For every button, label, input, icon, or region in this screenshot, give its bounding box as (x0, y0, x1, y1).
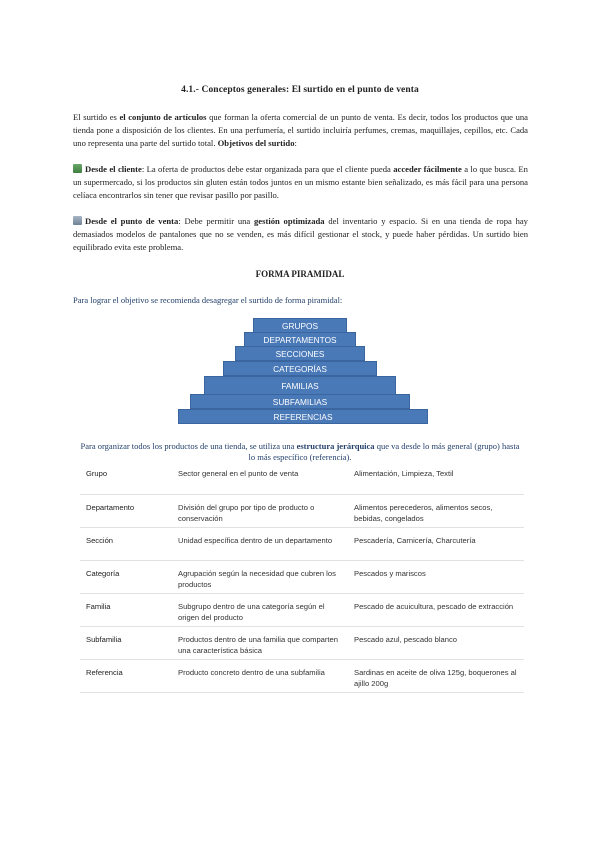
level-cell: Departamento (80, 494, 172, 527)
description-cell: División del grupo por tipo de producto o conservación (172, 494, 348, 527)
example-cell: Sardinas en aceite de oliva 125g, boquerones al ajillo 200g (348, 659, 524, 692)
level-cell: Sección (80, 527, 172, 560)
text-run: El surtido es (73, 112, 120, 122)
objective-store-paragraph (73, 215, 528, 254)
table-row (80, 560, 524, 593)
table-row (80, 593, 524, 626)
boxes-icon (73, 216, 82, 225)
text-run: del inventario y espacio. Si en una tienda de ropa hay demasiados modelos de pantalones que no se venden, es más difícil gestionar el stock, y puede haber pérdidas. Un surtido bien equilibrado evita este problema. (73, 216, 528, 252)
description-cell: Productos dentro de una familia que comparten una característica básica (172, 626, 348, 659)
intro-paragraph (73, 111, 528, 150)
bold-run: Objetivos del surtido (217, 138, 295, 148)
description-cell: Agrupación según la necesidad que cubren los productos (172, 560, 348, 593)
bold-run: acceder fácilmente (393, 164, 462, 174)
text-run: : La oferta de productos debe estar organizada para que el cliente pueda (141, 164, 394, 174)
level-cell: Categoría (80, 560, 172, 593)
bold-run: el conjunto de artículos (119, 112, 207, 122)
table-row (80, 659, 524, 692)
pyramid-level-categorias: CATEGORÍAS (223, 361, 377, 376)
text-run: que forman la oferta comercial de un punto de venta. Es decir, todos los productos que una tienda pone a disposición de los clientes. En una perfumería, el surtido incluiría perfumes, cremas, maquillajes, cepillos, etc. Cada uno representa una parte del surtido total. (73, 112, 528, 148)
example-cell: Pescadería, Carnicería, Charcutería (348, 527, 524, 560)
pyramid-level-grupos: GRUPOS (253, 318, 347, 333)
text-run: Para organizar todos los productos de una tienda, se utiliza una (80, 441, 297, 451)
bold-run: Desde el punto de venta (85, 216, 179, 226)
shopping-bag-icon (73, 164, 82, 173)
pyramid-level-familias: FAMILIAS (204, 376, 396, 395)
section-heading: FORMA PIRAMIDAL (255, 269, 345, 279)
table-row (80, 527, 524, 560)
level-cell: Subfamilia (80, 626, 172, 659)
example-cell: Pescado azul, pescado blanco (348, 626, 524, 659)
description-cell: Unidad específica dentro de un departamento (172, 527, 348, 560)
objective-client-paragraph (73, 163, 528, 202)
pyramid-level-subfamilias: SUBFAMILIAS (190, 394, 410, 409)
text-run: a lo que busca. En un supermercado, si los productos sin gluten están todos juntos en un mismo estante bien señalizado, es más fácil para una persona celíaca encontrarlos sin tener que revisar pasillo por pasillo. (73, 164, 528, 200)
pyramid-level-departamentos: DEPARTAMENTOS (244, 332, 356, 347)
table-row (80, 626, 524, 659)
pyramid-intro: Para lograr el objetivo se recomienda desagregar el surtido de forma piramidal: (73, 295, 343, 305)
table-row (80, 494, 524, 527)
level-cell: Familia (80, 593, 172, 626)
page-title: 4.1.- Conceptos generales: El surtido en el punto de venta (181, 85, 419, 95)
hierarchy-table (80, 461, 524, 693)
example-cell: Pescado de acuicultura, pescado de extracción (348, 593, 524, 626)
bold-run: estructura jerárquica (296, 441, 375, 451)
description-cell: Sector general en el punto de venta (172, 461, 348, 494)
bold-run: Desde el cliente (85, 164, 142, 174)
level-cell: Referencia (80, 659, 172, 692)
example-cell: Pescados y mariscos (348, 560, 524, 593)
level-cell: Grupo (80, 461, 172, 494)
text-run: : Debe permitir una (178, 216, 254, 226)
text-run: que va desde lo más general (grupo) hasta lo más específico (referencia). (248, 441, 520, 462)
description-cell: Producto concreto dentro de una subfamilia (172, 659, 348, 692)
text-run: : (294, 138, 297, 148)
example-cell: Alimentos perecederos, alimentos secos, bebidas, congelados (348, 494, 524, 527)
example-cell: Alimentación, Limpieza, Textil (348, 461, 524, 494)
table-row (80, 461, 524, 494)
table-caption (80, 441, 520, 463)
bold-run: gestión optimizada (254, 216, 325, 226)
pyramid-level-referencias: REFERENCIAS (178, 409, 428, 424)
pyramid-level-secciones: SECCIONES (235, 346, 365, 361)
description-cell: Subgrupo dentro de una categoría según el origen del producto (172, 593, 348, 626)
